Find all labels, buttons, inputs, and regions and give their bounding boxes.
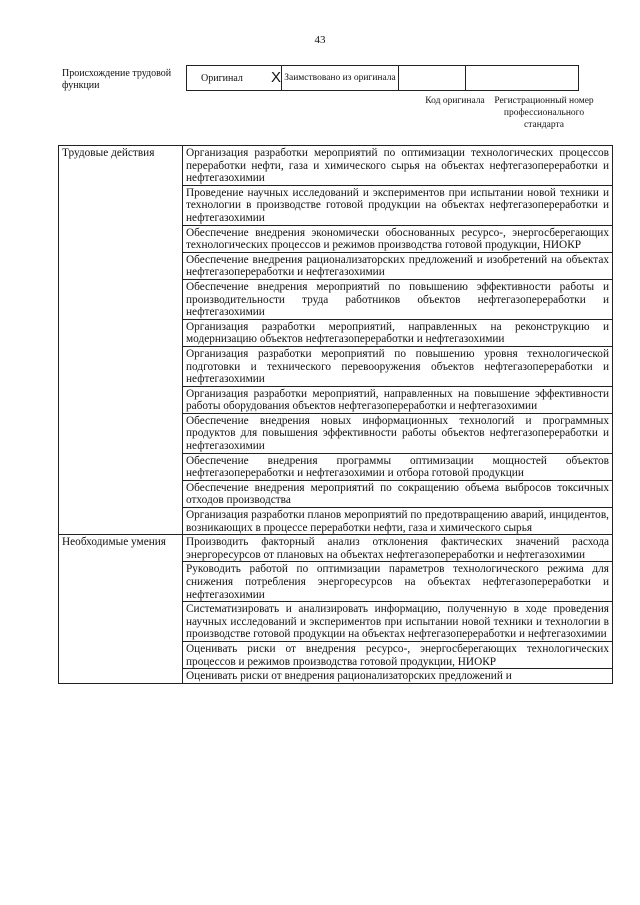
table-cell: Обеспечение внедрения программы оптимизации мощностей объектов нефтегазопереработки и нефтегазохимии и отбора готовой продукции [183, 453, 613, 480]
section-title: Необходимые умения [59, 535, 183, 684]
section-title: Трудовые действия [59, 146, 183, 535]
table-cell: Организация разработки планов мероприятий по предотвращению аварий, инцидентов, возникающих в процессе переработки нефти, газа и химического сырья [183, 508, 613, 535]
table-cell: Систематизировать и анализировать информацию, полученную в ходе проведения научных исследований и экспериментов при испытании новой техники и технологии в производстве готовой продукции на объектах нефтегазопереработки и нефтегазохимии [183, 602, 613, 642]
reg-number-cell [466, 66, 579, 91]
original-mark: X [271, 69, 282, 86]
table-cell: Обеспечение внедрения новых информационных технологий и программных продуктов для повышения эффективности работы объектов нефтегазопереработки и нефтегазохимии [183, 413, 613, 453]
table-cell: Проведение научных исследований и экспериментов при испытании новой техники и технологии в производстве готовой продукции на объектах нефтегазопереработки и нефтегазохимии [183, 185, 613, 225]
table-cell: Обеспечение внедрения экономически обоснованных ресурсо-, энергосберегающих технологических процессов и режимов производства готовой продукции, НИОКР [183, 225, 613, 252]
table-cell: Оценивать риски от внедрения рационализаторских предложений и [183, 669, 613, 684]
labor-function-table [58, 145, 613, 684]
original-cell [187, 66, 282, 91]
original-label: Оригинал [201, 73, 243, 84]
table-cell: Обеспечение внедрения мероприятий по повышению эффективности работы и производительности труда работников объектов нефтегазопереработки и нефтегазохимии [183, 279, 613, 319]
table-row [59, 535, 613, 562]
table-cell: Руководить работой по оптимизации параметров технологического режима для снижения потребления энергоресурсов на объектах нефтегазопереработки и нефтегазохимии [183, 562, 613, 602]
origin-table [186, 65, 579, 91]
table-cell: Организация разработки мероприятий, направленных на повышение эффективности работы оборудования объектов нефтегазопереработки и нефтегазохимии [183, 386, 613, 413]
table-cell: Организация разработки мероприятий по повышению уровня технологической подготовки и технического перевооружения объектов нефтегазопереработки и нефтегазохимии [183, 346, 613, 386]
table-row [59, 146, 613, 186]
table-body [59, 146, 613, 684]
table-cell: Производить факторный анализ отклонения фактических значений расхода энергоресурсов от плановых на объектах нефтегазопереработки и нефтегазохимии [183, 535, 613, 562]
reg-number-label: Регистрационный номер профессионального стандарта [494, 96, 594, 130]
page-number: 43 [314, 34, 326, 46]
code-cell [399, 66, 466, 91]
table-cell: Обеспечение внедрения мероприятий по сокращению объема выбросов токсичных отходов производства [183, 480, 613, 507]
table-cell: Организация разработки мероприятий по оптимизации технологических процессов переработки нефти, газа и химического сырья на объектах нефтегазопереработки и нефтегазохимии [183, 146, 613, 186]
borrowed-cell: Заимствовано из оригинала [282, 66, 399, 91]
table-cell: Обеспечение внедрения рационализаторских предложений и изобретений на объектах нефтегазопереработки и нефтегазохимии [183, 252, 613, 279]
table-cell: Оценивать риски от внедрения ресурсо-, энергосберегающих технологических процессов и режимов производства готовой продукции, НИОКР [183, 641, 613, 668]
origin-label: Происхождение трудовой функции [62, 68, 172, 91]
table-cell: Организация разработки мероприятий, направленных на реконструкцию и модернизацию объектов нефтегазопереработки и нефтегазохимии [183, 319, 613, 346]
code-original-label: Код оригинала [425, 96, 485, 106]
